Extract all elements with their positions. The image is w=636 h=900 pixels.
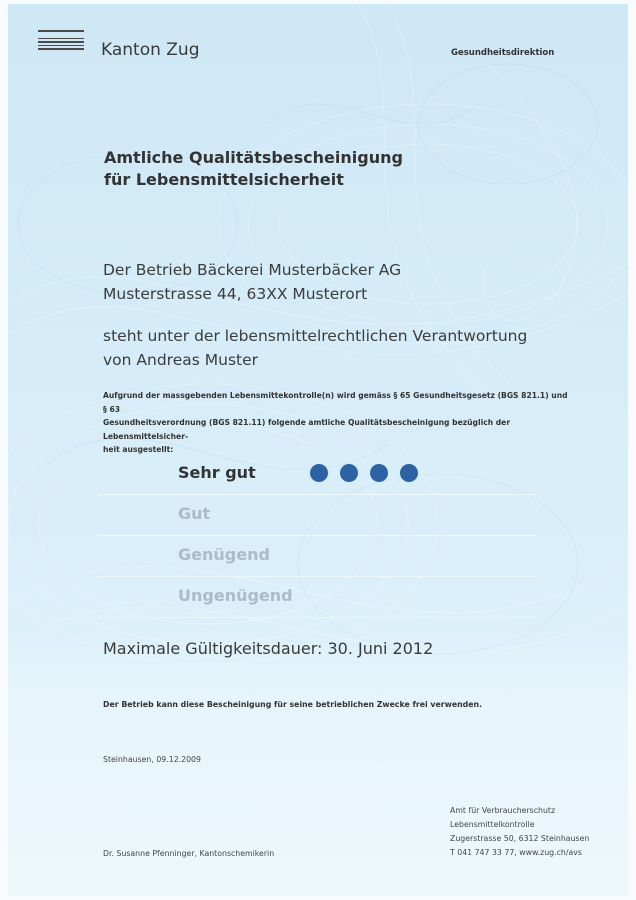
canton-name: Kanton Zug [101, 40, 200, 60]
business-name: Der Betrieb Bäckerei Musterbäcker AG [103, 261, 402, 279]
place-and-date: Steinhausen, 09.12.2009 [103, 755, 201, 764]
signatory: Dr. Susanne Pfenninger, Kantonschemikerin [103, 849, 275, 858]
canton-zug-logo-icon [38, 30, 84, 56]
rating-dot-icon [340, 464, 358, 482]
office-name: Amt für Verbraucherschutz [450, 806, 556, 815]
business-info [103, 258, 401, 306]
certificate-title [104, 147, 403, 191]
business-address: Musterstrasse 44, 63XX Musterort [103, 285, 368, 303]
responsibility-line-2: von Andreas Muster [103, 351, 258, 369]
certificate-sheet [8, 4, 628, 896]
rating-row-ungenuegend [98, 577, 536, 618]
rating-dot-icon [370, 464, 388, 482]
office-contact: T 041 747 33 77, www.zug.ch/avs [450, 848, 582, 857]
office-street: Zugerstrasse 50, 6312 Steinhausen [450, 834, 590, 843]
responsibility-line-1: steht unter der lebensmittelrechtlichen Verantwortung [103, 327, 528, 345]
rating-label: Genügend [178, 545, 270, 564]
rating-dots [310, 464, 430, 486]
department-name: Gesundheitsdirektion [451, 48, 555, 58]
rating-dot-icon [400, 464, 418, 482]
legal-basis-text [103, 389, 573, 457]
legal-line-2: Gesundheitsverordnung (BGS 821.11) folgende amtliche Qualitätsbescheinigung bezüglich der Lebensmittelsicher- [103, 418, 511, 441]
usage-note: Der Betrieb kann diese Bescheinigung für seine betrieblichen Zwecke frei verwenden. [103, 700, 483, 709]
office-address [450, 804, 589, 860]
office-unit: Lebensmittelkontrolle [450, 820, 535, 829]
rating-row-gut [98, 495, 536, 536]
rating-label: Gut [178, 504, 211, 523]
validity-period: Maximale Gültigkeitsdauer: 30. Juni 2012 [103, 639, 434, 658]
rating-label: Sehr gut [178, 463, 256, 482]
rating-dot-icon [310, 464, 328, 482]
rating-row-genuegend [98, 536, 536, 577]
title-line-2: für Lebensmittelsicherheit [104, 170, 344, 189]
rating-row-sehr-gut [98, 454, 536, 495]
legal-line-1: Aufgrund der massgebenden Lebensmittekontrolle(n) wird gemäss § 65 Gesundheitsgesetz (BGS 821.1) und § 63 [103, 391, 568, 414]
title-line-1: Amtliche Qualitätsbescheinigung [104, 148, 403, 167]
rating-label: Ungenügend [178, 586, 293, 605]
legal-line-3: heit ausgestellt: [103, 445, 174, 454]
responsibility-info [103, 324, 527, 372]
